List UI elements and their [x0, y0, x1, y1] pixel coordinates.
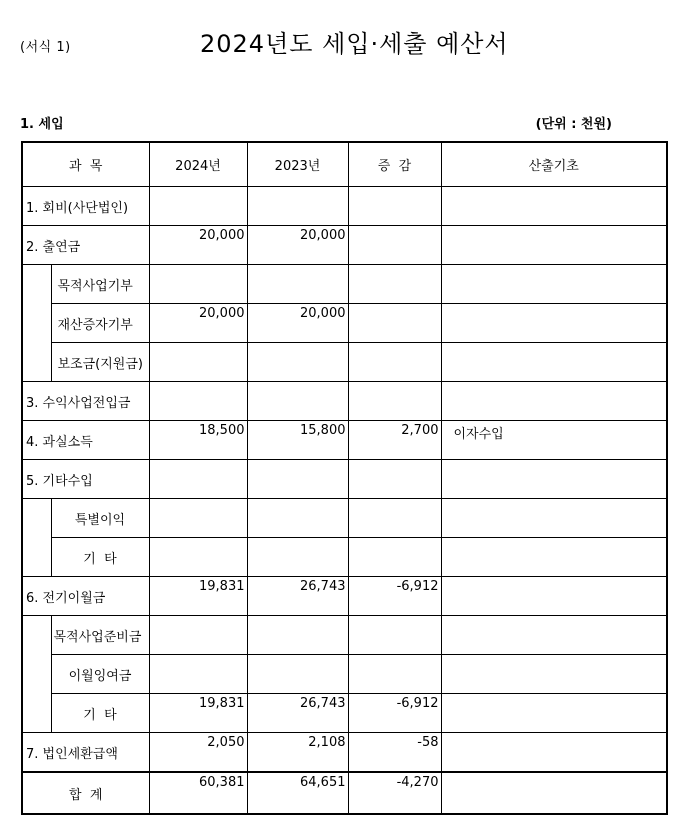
cell-change [348, 304, 441, 343]
header-2023: 2023년 [247, 142, 348, 187]
cell-change [348, 538, 441, 577]
cell-2024 [149, 382, 247, 421]
cell-basis [441, 304, 667, 343]
cell-2023 [247, 655, 348, 694]
cell-2024 [149, 538, 247, 577]
header-2024: 2024년 [149, 142, 247, 187]
header-change: 증 감 [348, 142, 441, 187]
table-row [22, 226, 667, 265]
cell-basis [441, 382, 667, 421]
table-row [22, 460, 667, 499]
cell-change [348, 265, 441, 304]
cell-basis [441, 616, 667, 655]
cell-2024 [149, 499, 247, 538]
table-row [22, 187, 667, 226]
cell-2023 [247, 343, 348, 382]
cell-2023: 2,108 [247, 733, 348, 773]
row-label: 4. 과실소득 [22, 421, 149, 460]
cell-change [348, 382, 441, 421]
cell-2023 [247, 538, 348, 577]
table-row [22, 616, 667, 655]
total-basis [441, 772, 667, 814]
table-row [22, 265, 667, 304]
cell-2024: 19,831 [149, 577, 247, 616]
cell-change: -6,912 [348, 694, 441, 733]
cell-basis [441, 538, 667, 577]
cell-change [348, 226, 441, 265]
indent-cell [22, 265, 51, 304]
table-header-row [22, 142, 667, 187]
cell-basis [441, 265, 667, 304]
table-row [22, 382, 667, 421]
row-label: 목적사업준비금 [51, 616, 149, 655]
row-label: 2. 출연금 [22, 226, 149, 265]
total-2024: 60,381 [149, 772, 247, 814]
cell-change [348, 460, 441, 499]
cell-basis [441, 187, 667, 226]
row-label: 기 타 [51, 694, 149, 733]
cell-2024: 19,831 [149, 694, 247, 733]
indent-cell [22, 694, 51, 733]
cell-change [348, 499, 441, 538]
table-row [22, 499, 667, 538]
row-label: 이월잉여금 [51, 655, 149, 694]
indent-cell [22, 343, 51, 382]
row-label: 6. 전기이월금 [22, 577, 149, 616]
cell-2024 [149, 460, 247, 499]
cell-basis [441, 499, 667, 538]
cell-2024 [149, 655, 247, 694]
indent-cell [22, 655, 51, 694]
cell-change [348, 187, 441, 226]
cell-2023 [247, 187, 348, 226]
row-label: 7. 법인세환급액 [22, 733, 149, 773]
header-subject: 과 목 [22, 142, 149, 187]
indent-cell [22, 499, 51, 538]
row-label: 5. 기타수입 [22, 460, 149, 499]
unit-label: (단위 : 천원) [535, 117, 612, 132]
cell-2023: 26,743 [247, 577, 348, 616]
table-row [22, 421, 667, 460]
cell-2024 [149, 343, 247, 382]
cell-2023 [247, 460, 348, 499]
cell-basis [441, 226, 667, 265]
table-row [22, 655, 667, 694]
cell-2023: 20,000 [247, 226, 348, 265]
cell-2024 [149, 187, 247, 226]
total-2023: 64,651 [247, 772, 348, 814]
cell-2024: 20,000 [149, 304, 247, 343]
cell-2023 [247, 499, 348, 538]
cell-basis [441, 733, 667, 773]
row-label: 1. 회비(사단법인) [22, 187, 149, 226]
row-label: 목적사업기부 [51, 265, 149, 304]
row-label: 3. 수익사업전입금 [22, 382, 149, 421]
table-row [22, 577, 667, 616]
cell-2024 [149, 265, 247, 304]
cell-2024: 18,500 [149, 421, 247, 460]
row-label: 보조금(지원금) [51, 343, 149, 382]
row-label: 기 타 [51, 538, 149, 577]
cell-2023 [247, 382, 348, 421]
form-number: (서식 1) [20, 40, 71, 55]
budget-table [21, 141, 668, 815]
section-heading: 1. 세입 [20, 117, 64, 132]
table-row [22, 733, 667, 773]
row-label: 재산증자기부 [51, 304, 149, 343]
header-basis: 산출기초 [441, 142, 667, 187]
cell-2024: 2,050 [149, 733, 247, 773]
cell-change [348, 343, 441, 382]
table-row [22, 304, 667, 343]
total-label: 합 계 [22, 772, 149, 814]
cell-change: -58 [348, 733, 441, 773]
cell-change [348, 616, 441, 655]
indent-cell [22, 304, 51, 343]
cell-2023: 26,743 [247, 694, 348, 733]
cell-basis [441, 655, 667, 694]
cell-2023 [247, 265, 348, 304]
table-row [22, 694, 667, 733]
cell-basis [441, 577, 667, 616]
cell-basis [441, 460, 667, 499]
cell-2023: 20,000 [247, 304, 348, 343]
cell-basis [441, 343, 667, 382]
cell-change: 2,700 [348, 421, 441, 460]
indent-cell [22, 616, 51, 655]
cell-2023 [247, 616, 348, 655]
total-row [22, 772, 667, 814]
cell-basis [441, 694, 667, 733]
row-label: 특별이익 [51, 499, 149, 538]
cell-basis: 이자수입 [441, 421, 667, 460]
cell-2024 [149, 616, 247, 655]
document-title: 2024년도 세입·세출 예산서 [200, 30, 509, 58]
table-row [22, 538, 667, 577]
cell-change [348, 655, 441, 694]
total-change: -4,270 [348, 772, 441, 814]
table-row [22, 343, 667, 382]
cell-2024: 20,000 [149, 226, 247, 265]
indent-cell [22, 538, 51, 577]
cell-change: -6,912 [348, 577, 441, 616]
cell-2023: 15,800 [247, 421, 348, 460]
